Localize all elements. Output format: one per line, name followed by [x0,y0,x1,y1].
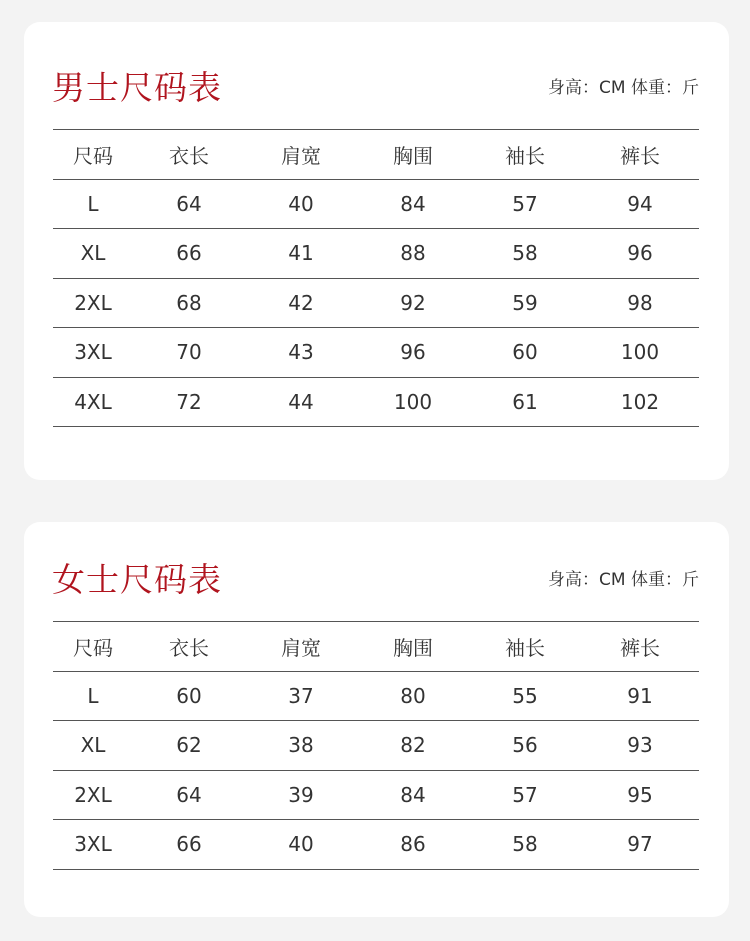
cell-shoulder: 39 [245,770,357,820]
cell-size: L [53,671,133,721]
cell-chest: 100 [357,377,469,427]
header-chest: 胸围 [357,622,469,672]
cell-sleeve: 56 [469,721,581,771]
cell-length: 72 [133,377,245,427]
header-length: 衣长 [133,622,245,672]
women-size-card [24,522,729,917]
cell-shoulder: 43 [245,328,357,378]
cell-size: 3XL [53,328,133,378]
cell-sleeve: 58 [469,820,581,870]
header-pants: 裤长 [581,622,699,672]
cell-pants: 93 [581,721,699,771]
cell-size: XL [53,229,133,279]
cell-pants: 100 [581,328,699,378]
table-row [53,721,699,771]
cell-shoulder: 44 [245,377,357,427]
cell-pants: 96 [581,229,699,279]
cell-chest: 84 [357,770,469,820]
cell-shoulder: 42 [245,278,357,328]
cell-sleeve: 61 [469,377,581,427]
cell-shoulder: 37 [245,671,357,721]
cell-sleeve: 58 [469,229,581,279]
cell-shoulder: 40 [245,179,357,229]
header-sleeve: 袖长 [469,622,581,672]
cell-length: 66 [133,229,245,279]
cell-length: 64 [133,770,245,820]
cell-sleeve: 57 [469,770,581,820]
cell-pants: 91 [581,671,699,721]
table-row [53,328,699,378]
cell-chest: 86 [357,820,469,870]
cell-length: 64 [133,179,245,229]
cell-chest: 92 [357,278,469,328]
table-row [53,770,699,820]
header-sleeve: 袖长 [469,130,581,180]
cell-chest: 88 [357,229,469,279]
header-shoulder: 肩宽 [245,130,357,180]
header-size: 尺码 [53,622,133,672]
cell-sleeve: 60 [469,328,581,378]
header-pants: 裤长 [581,130,699,180]
table-row [53,377,699,427]
cell-size: 2XL [53,278,133,328]
cell-size: 2XL [53,770,133,820]
men-size-card [24,22,729,480]
cell-length: 70 [133,328,245,378]
cell-shoulder: 38 [245,721,357,771]
cell-size: 3XL [53,820,133,870]
cell-size: XL [53,721,133,771]
header-chest: 胸围 [357,130,469,180]
table-row [53,820,699,870]
header-shoulder: 肩宽 [245,622,357,672]
cell-sleeve: 57 [469,179,581,229]
women-size-table [53,621,699,870]
cell-sleeve: 55 [469,671,581,721]
table-row [53,229,699,279]
cell-pants: 95 [581,770,699,820]
women-unit-note: 身高：CM 体重：斤 [548,570,699,590]
table-header-row [53,622,699,672]
women-size-title: 女士尺码表 [52,560,222,599]
table-row [53,278,699,328]
table-row [53,671,699,721]
cell-chest: 80 [357,671,469,721]
cell-length: 66 [133,820,245,870]
cell-chest: 96 [357,328,469,378]
cell-length: 62 [133,721,245,771]
men-size-title: 男士尺码表 [52,68,222,107]
cell-chest: 84 [357,179,469,229]
table-row [53,179,699,229]
table-header-row [53,130,699,180]
men-unit-note: 身高：CM 体重：斤 [548,78,699,98]
cell-shoulder: 41 [245,229,357,279]
header-size: 尺码 [53,130,133,180]
cell-shoulder: 40 [245,820,357,870]
cell-sleeve: 59 [469,278,581,328]
cell-length: 68 [133,278,245,328]
cell-length: 60 [133,671,245,721]
cell-pants: 94 [581,179,699,229]
cell-pants: 102 [581,377,699,427]
header-length: 衣长 [133,130,245,180]
cell-size: 4XL [53,377,133,427]
cell-size: L [53,179,133,229]
men-size-table [53,129,699,427]
cell-chest: 82 [357,721,469,771]
cell-pants: 97 [581,820,699,870]
cell-pants: 98 [581,278,699,328]
